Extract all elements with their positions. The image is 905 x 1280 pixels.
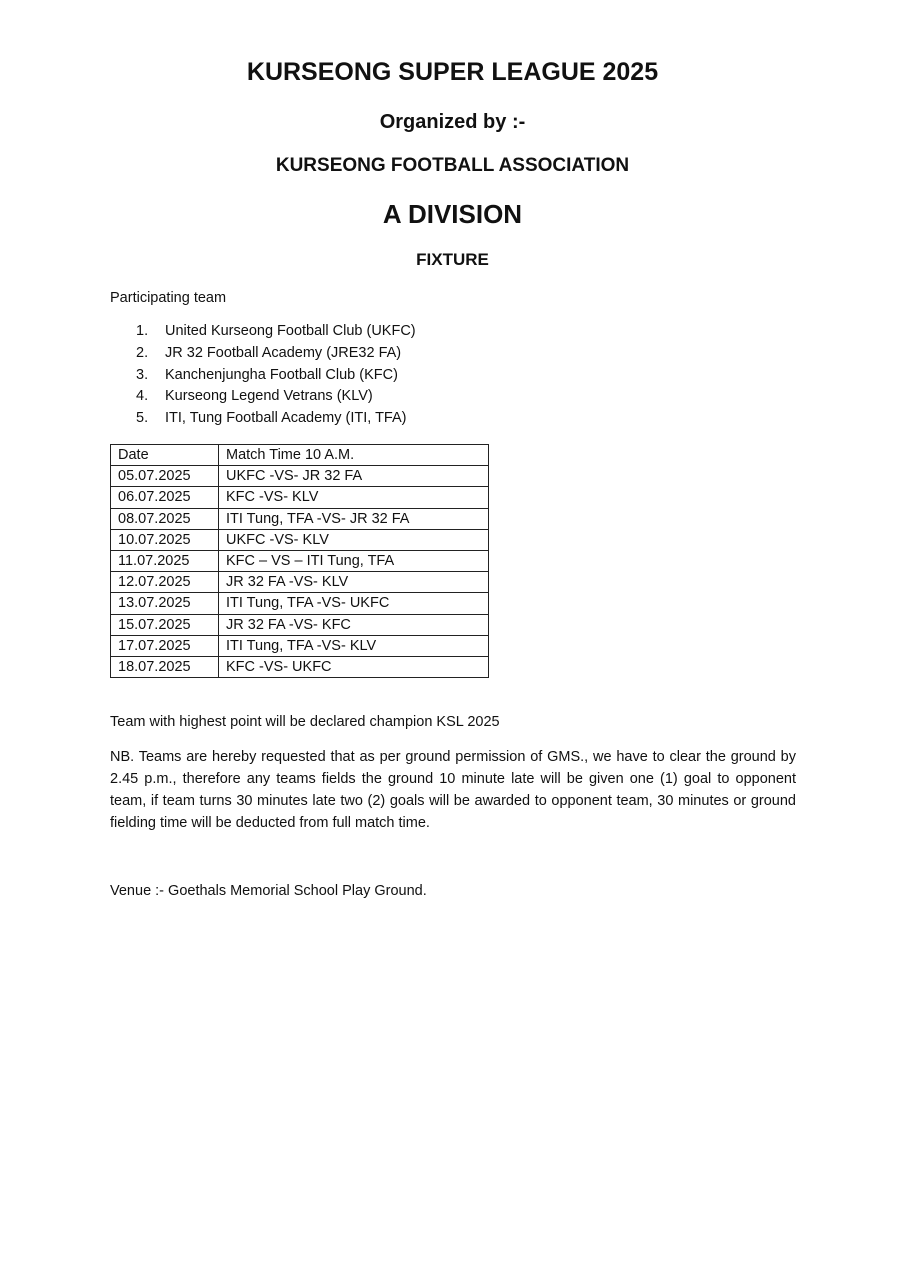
table-row <box>111 614 489 635</box>
match-teams: UKFC -VS- KLV <box>219 529 489 550</box>
match-date: 05.07.2025 <box>111 466 219 487</box>
team-list-item <box>136 321 416 343</box>
team-list <box>136 321 416 430</box>
division-heading: A DIVISION <box>382 199 523 229</box>
table-row <box>111 550 489 571</box>
match-date: 06.07.2025 <box>111 487 219 508</box>
venue-note: Venue :- Goethals Memorial School Play Ground. <box>110 883 427 899</box>
match-teams: JR 32 FA -VS- KFC <box>219 614 489 635</box>
team-number: 3. <box>136 366 149 383</box>
match-date: 17.07.2025 <box>111 635 219 656</box>
team-number: 1. <box>136 323 149 339</box>
team-number: 5. <box>136 410 149 427</box>
team-name: Kanchenjungha Football Club (KFC) <box>165 366 398 383</box>
match-teams: JR 32 FA -VS- KLV <box>219 572 489 593</box>
match-column-header: Match Time 10 A.M. <box>219 445 489 466</box>
team-name: United Kurseong Football Club (UKFC) <box>165 323 416 339</box>
match-teams: KFC -VS- KLV <box>219 487 489 508</box>
organized-by-label: Organized by :- <box>379 111 526 133</box>
fixture-table <box>110 444 489 678</box>
team-list-item <box>136 365 416 387</box>
match-date: 10.07.2025 <box>111 529 219 550</box>
match-date: 12.07.2025 <box>111 572 219 593</box>
match-date: 15.07.2025 <box>111 614 219 635</box>
nb-note: NB. Teams are hereby requested that as per ground permission of GMS., we have to clear the ground by 2.45 p.m., therefore any teams fields the ground 10 minute late will be given one (1) goal to opponent team, if team turns 30 minutes late two (2) goals will be awarded to opponent team, 30 minutes or ground fielding time will be deducted from full match time. <box>110 749 796 831</box>
date-column-header: Date <box>111 445 219 466</box>
table-row <box>111 487 489 508</box>
organizer-name: KURSEONG FOOTBALL ASSOCIATION <box>275 155 630 176</box>
match-teams: ITI Tung, TFA -VS- UKFC <box>219 593 489 614</box>
fixture-heading: FIXTURE <box>416 250 489 269</box>
team-name: ITI, Tung Football Academy (ITI, TFA) <box>165 410 407 427</box>
team-number: 2. <box>136 344 149 361</box>
team-list-item <box>136 408 416 430</box>
table-row <box>111 508 489 529</box>
match-teams: ITI Tung, TFA -VS- KLV <box>219 635 489 656</box>
match-date: 13.07.2025 <box>111 593 219 614</box>
table-row <box>111 635 489 656</box>
table-row <box>111 529 489 550</box>
match-teams: KFC -VS- UKFC <box>219 656 489 677</box>
table-row <box>111 466 489 487</box>
match-date: 18.07.2025 <box>111 656 219 677</box>
team-list-item <box>136 343 416 365</box>
match-date: 11.07.2025 <box>111 550 219 571</box>
team-name: Kurseong Legend Vetrans (KLV) <box>165 388 373 405</box>
champion-note: Team with highest point will be declared champion KSL 2025 <box>110 714 500 730</box>
team-list-item <box>136 386 416 408</box>
participating-team-label: Participating team <box>110 290 227 306</box>
table-row <box>111 656 489 677</box>
match-teams: ITI Tung, TFA -VS- JR 32 FA <box>219 508 489 529</box>
table-header-row <box>111 445 489 466</box>
match-teams: UKFC -VS- JR 32 FA <box>219 466 489 487</box>
table-row <box>111 593 489 614</box>
match-date: 08.07.2025 <box>111 508 219 529</box>
league-title: KURSEONG SUPER LEAGUE 2025 <box>246 58 659 86</box>
match-teams: KFC – VS – ITI Tung, TFA <box>219 550 489 571</box>
table-row <box>111 572 489 593</box>
team-number: 4. <box>136 388 149 405</box>
team-name: JR 32 Football Academy (JRE32 FA) <box>165 344 402 361</box>
